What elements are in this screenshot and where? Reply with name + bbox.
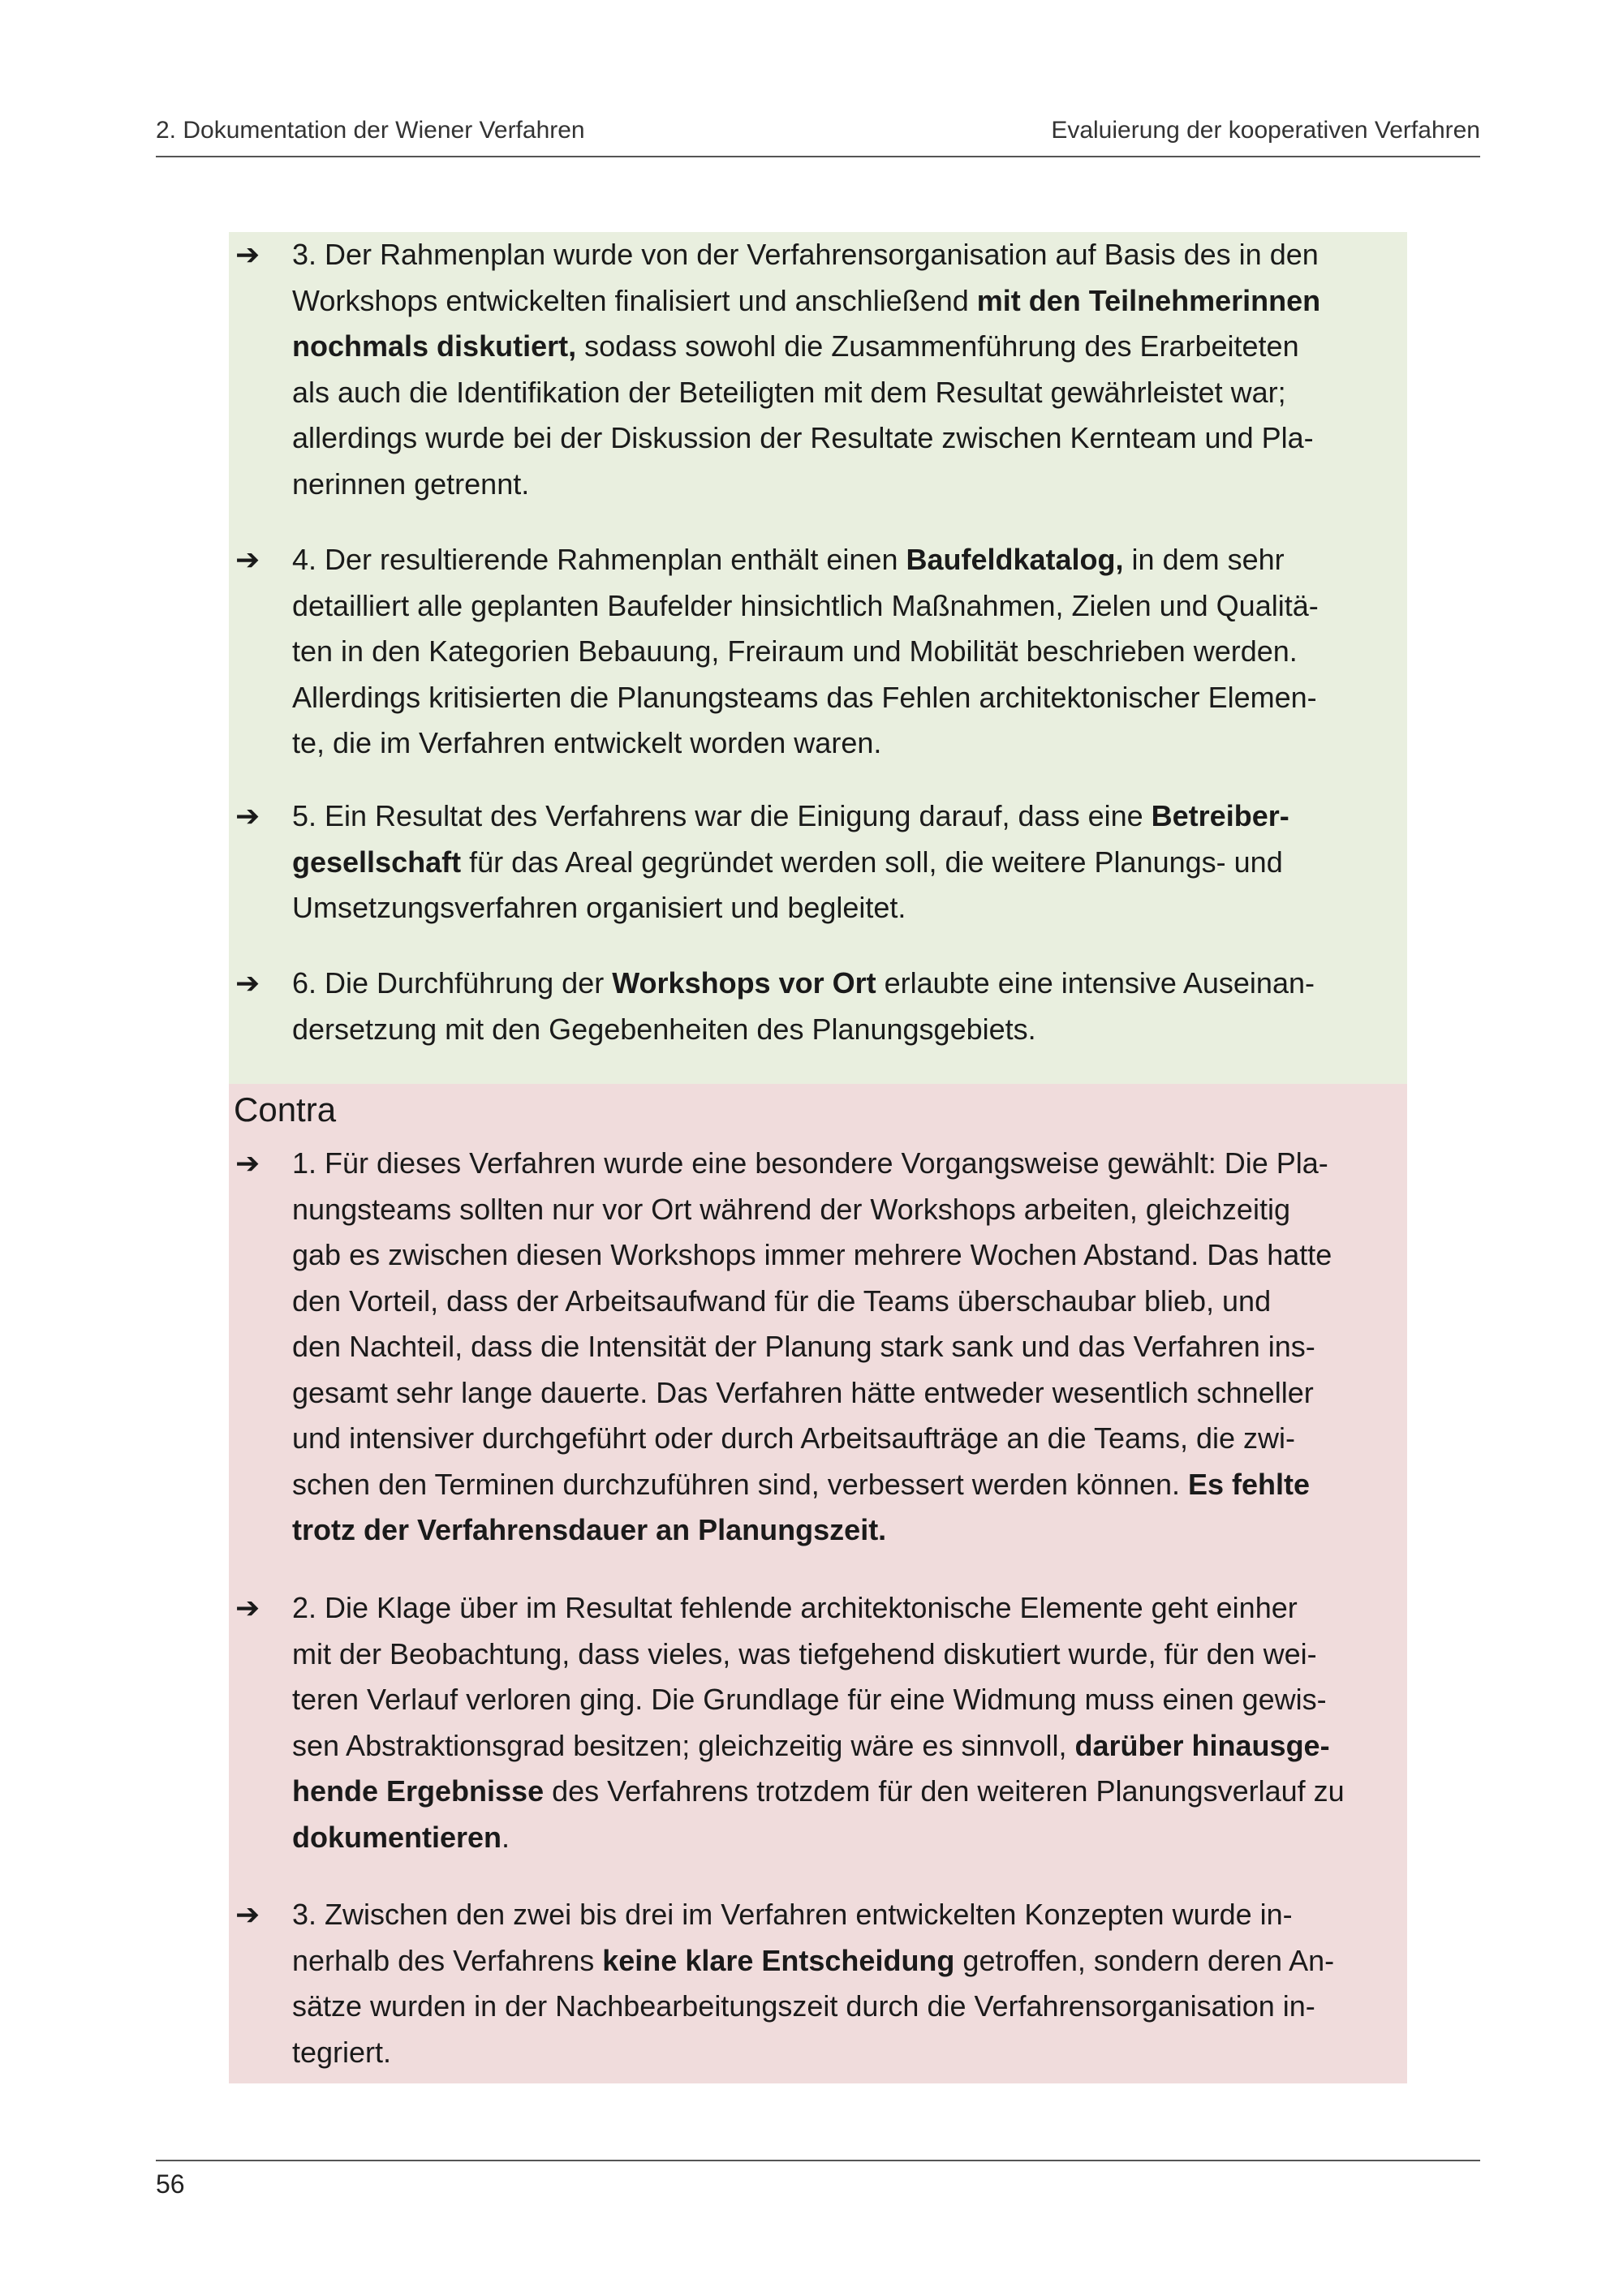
emphasis: Es fehlte (1188, 1467, 1311, 1501)
text-line: 6. Die Durchführung der Workshops vor Ort erlaubte eine intensive Auseinan- (292, 966, 1315, 1000)
text-line: den Nachteil, dass die Intensität der Planung stark sank und das Verfahren ins- (292, 1330, 1315, 1363)
pro-section (229, 232, 1407, 1084)
text-line: nochmals diskutiert, sodass sowohl die Zusammenführung des Erarbeiteten (292, 329, 1299, 363)
text-line: nerhalb des Verfahrens keine klare Entscheidung getroffen, sondern deren An- (292, 1943, 1335, 1977)
emphasis: Baufeldkatalog, (906, 543, 1124, 576)
text-line: ten in den Kategorien Bebauung, Freiraum und Mobilität beschrieben werden. (292, 634, 1298, 668)
text-line: mit der Beobachtung, dass vieles, was tiefgehend diskutiert wurde, für den wei- (292, 1636, 1317, 1670)
text-line: und intensiver durchgeführt oder durch Arbeitsaufträge an die Teams, die zwi- (292, 1421, 1296, 1455)
emphasis: nochmals diskutiert, (292, 329, 577, 363)
text-line: gesellschaft für das Areal gegründet werden soll, die weitere Planungs- und (292, 845, 1283, 879)
text-line: Allerdings kritisierten die Planungsteams das Fehlen architektonischer Elemen- (292, 680, 1317, 714)
text-line: gab es zwischen diesen Workshops immer mehrere Wochen Abstand. Das hatte (292, 1238, 1332, 1271)
text-line: 5. Ein Resultat des Verfahrens war die Einigung darauf, dass eine Betreiber- (292, 799, 1289, 832)
emphasis: mit den Teilnehmerinnen (976, 283, 1321, 317)
text-line: teren Verlauf verloren ging. Die Grundlage für eine Widmung muss einen gewis- (292, 1683, 1327, 1716)
arrow-bullet-icon: ➔ (235, 543, 260, 576)
text-line: Workshops entwickelten finalisiert und anschließend mit den Teilnehmerinnen (292, 283, 1321, 317)
emphasis: Workshops vor Ort (612, 966, 876, 1000)
emphasis: Betreiber- (1151, 799, 1289, 832)
arrow-bullet-icon: ➔ (235, 799, 260, 832)
footer-rule (156, 2160, 1480, 2161)
header-chapter-title: 2. Dokumentation der Wiener Verfahren (156, 117, 585, 144)
text-line: als auch die Identifikation der Beteiligten mit dem Resultat gewährleistet war; (292, 375, 1286, 409)
pro-item-text (292, 793, 1397, 931)
text-line: allerdings wurde bei der Diskussion der Resultate zwischen Kernteam und Pla- (292, 421, 1314, 454)
arrow-bullet-icon: ➔ (235, 238, 260, 271)
text-line: nerinnen getrennt. (292, 467, 530, 501)
arrow-bullet-icon: ➔ (235, 966, 260, 1000)
text-line: Umsetzungsverfahren organisiert und begleitet. (292, 891, 906, 924)
contra-item-text (292, 1892, 1397, 2075)
text-line (292, 1507, 1397, 1554)
contra-section (229, 1084, 1407, 2083)
emphasis: trotz der Verfahrensdauer an Planungszeit. (292, 1513, 887, 1546)
text-line: hende Ergebnisse des Verfahrens trotzdem für den weiteren Planungsverlauf zu (292, 1774, 1345, 1808)
emphasis: dokumentieren (292, 1820, 502, 1854)
text-line: detailliert alle geplanten Baufelder hinsichtlich Maßnahmen, Zielen und Qualitä- (292, 588, 1319, 622)
arrow-bullet-icon: ➔ (235, 1898, 260, 1931)
pro-item-text (292, 232, 1397, 507)
contra-item-text (292, 1585, 1397, 1860)
running-header (156, 114, 1480, 157)
text-line: 4. Der resultierende Rahmenplan enthält einen Baufeldkatalog, in dem sehr (292, 543, 1285, 576)
text-line: schen den Terminen durchzuführen sind, verbessert werden können. Es fehlte (292, 1467, 1311, 1501)
text-line: dokumentieren. (292, 1820, 510, 1854)
text-line: tegriert. (292, 2035, 392, 2069)
arrow-bullet-icon: ➔ (235, 1591, 260, 1624)
arrow-bullet-icon: ➔ (235, 1146, 260, 1180)
text-line: dersetzung mit den Gegebenheiten des Planungsgebiets. (292, 1012, 1036, 1046)
text-line: 3. Zwischen den zwei bis drei im Verfahren entwickelten Konzepten wurde in- (292, 1898, 1293, 1931)
page-number: 56 (156, 2169, 185, 2199)
pro-item-text (292, 961, 1397, 1052)
header-document-title: Evaluierung der kooperativen Verfahren (1051, 117, 1480, 144)
text-line: 3. Der Rahmenplan wurde von der Verfahrensorganisation auf Basis des in den (292, 238, 1319, 271)
emphasis: keine klare Entscheidung (602, 1943, 955, 1977)
contra-heading: Contra (234, 1090, 337, 1129)
pro-item-text (292, 537, 1397, 767)
text-line: sätze wurden in der Nachbearbeitungszeit durch die Verfahrensorganisation in- (292, 1989, 1315, 2023)
text-line: gesamt sehr lange dauerte. Das Verfahren hätte entweder wesentlich schneller (292, 1375, 1314, 1409)
text-line: te, die im Verfahren entwickelt worden waren. (292, 726, 882, 759)
emphasis: gesellschaft (292, 845, 462, 879)
text-line: 2. Die Klage über im Resultat fehlende architektonische Elemente geht einher (292, 1591, 1298, 1624)
text-line: sen Abstraktionsgrad besitzen; gleichzeitig wäre es sinnvoll, darüber hinausge- (292, 1728, 1330, 1762)
emphasis: darüber hinausge- (1074, 1728, 1330, 1762)
text-line: nungsteams sollten nur vor Ort während der Workshops arbeiten, gleichzeitig (292, 1192, 1290, 1226)
contra-item-text (292, 1141, 1397, 1554)
text-line: den Vorteil, dass der Arbeitsaufwand für die Teams überschaubar blieb, und (292, 1283, 1272, 1318)
text-line: 1. Für dieses Verfahren wurde eine besondere Vorgangsweise gewählt: Die Pla- (292, 1146, 1328, 1180)
emphasis: hende Ergebnisse (292, 1774, 545, 1808)
